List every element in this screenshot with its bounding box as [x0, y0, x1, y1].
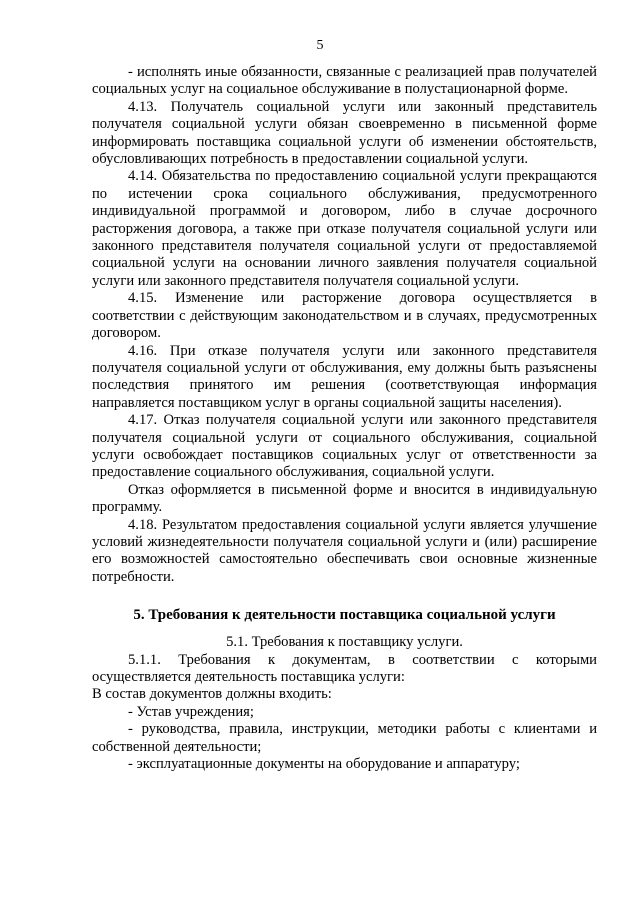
subsection-title: 5.1. Требования к поставщику услуги.: [226, 634, 463, 651]
paragraph-refusal: Отказ оформляется в письменной форме и вносится в индивидуальную программу.: [92, 481, 597, 516]
paragraph-4-17: 4.17. Отказ получателя социальной услуги или законного представителя получателя социальной услуги от социального обслуживания, социальной услуги освобождает поставщиков социальных услуг от ответственности за предоставление социального обслуживания, социальной услуги.: [92, 412, 597, 481]
paragraph-documents-intro: В состав документов должны входить:: [92, 686, 332, 703]
list-item: - руководства, правила, инструкции, методики работы с клиентами и собственной деятельности;: [92, 721, 597, 755]
paragraph-4-16: 4.16. При отказе получателя услуги или законного представителя получателя социальной услуги от обслуживания, ему должны быть разъяснены последствия принятого им решения (соответствующая информация направляется поставщиком услуг в органы социальной защиты населения).: [92, 342, 597, 411]
paragraph-4-14: 4.14. Обязательства по предоставлению социальной услуги прекращаются по истечении срока социального обслуживания, предусмотренного индивидуальной программой и договором, либо в случае досрочного расторжения договора, а также при отказе получателя социальной услуги или законного представителя получателя социальной услуги от предоставляемой социальной услуги на основании личного заявления получателя социальной услуги или законного представителя получателя социальной услуги.: [92, 168, 597, 289]
list-item: - эксплуатационные документы на оборудование и аппаратуру;: [128, 756, 520, 773]
paragraph-4-15: 4.15. Изменение или расторжение договора осуществляется в соответствии с действующим законодательством и в случаях, предусмотренных договором.: [92, 290, 597, 342]
document-body: [92, 64, 597, 773]
paragraph: - исполнять иные обязанности, связанные с реализацией прав получателей социальных услуг на социальное обслуживание в полустационарной форме.: [92, 64, 597, 98]
paragraph-4-18: 4.18. Результатом предоставления социальной услуги является улучшение условий жизнедеятельности получателя социальной услуги и (или) расширение его возможностей самостоятельно обеспечивать свои основные жизненные потребности.: [92, 516, 597, 585]
section-title: 5. Требования к деятельности поставщика социальной услуги: [133, 607, 556, 624]
paragraph-5-1-1: 5.1.1. Требования к документам, в соответствии с которыми осуществляется деятельность поставщика услуги:: [92, 651, 597, 685]
list-item: - Устав учреждения;: [128, 703, 254, 720]
page-number: 5: [316, 38, 324, 53]
paragraph-4-13: 4.13. Получатель социальной услуги или законный представитель получателя социальной услуги обязан своевременно в письменной форме информировать поставщика социальной услуги об изменении обстоятельств, обусловливающих потребность в предоставлении социальной услуги.: [92, 98, 597, 168]
